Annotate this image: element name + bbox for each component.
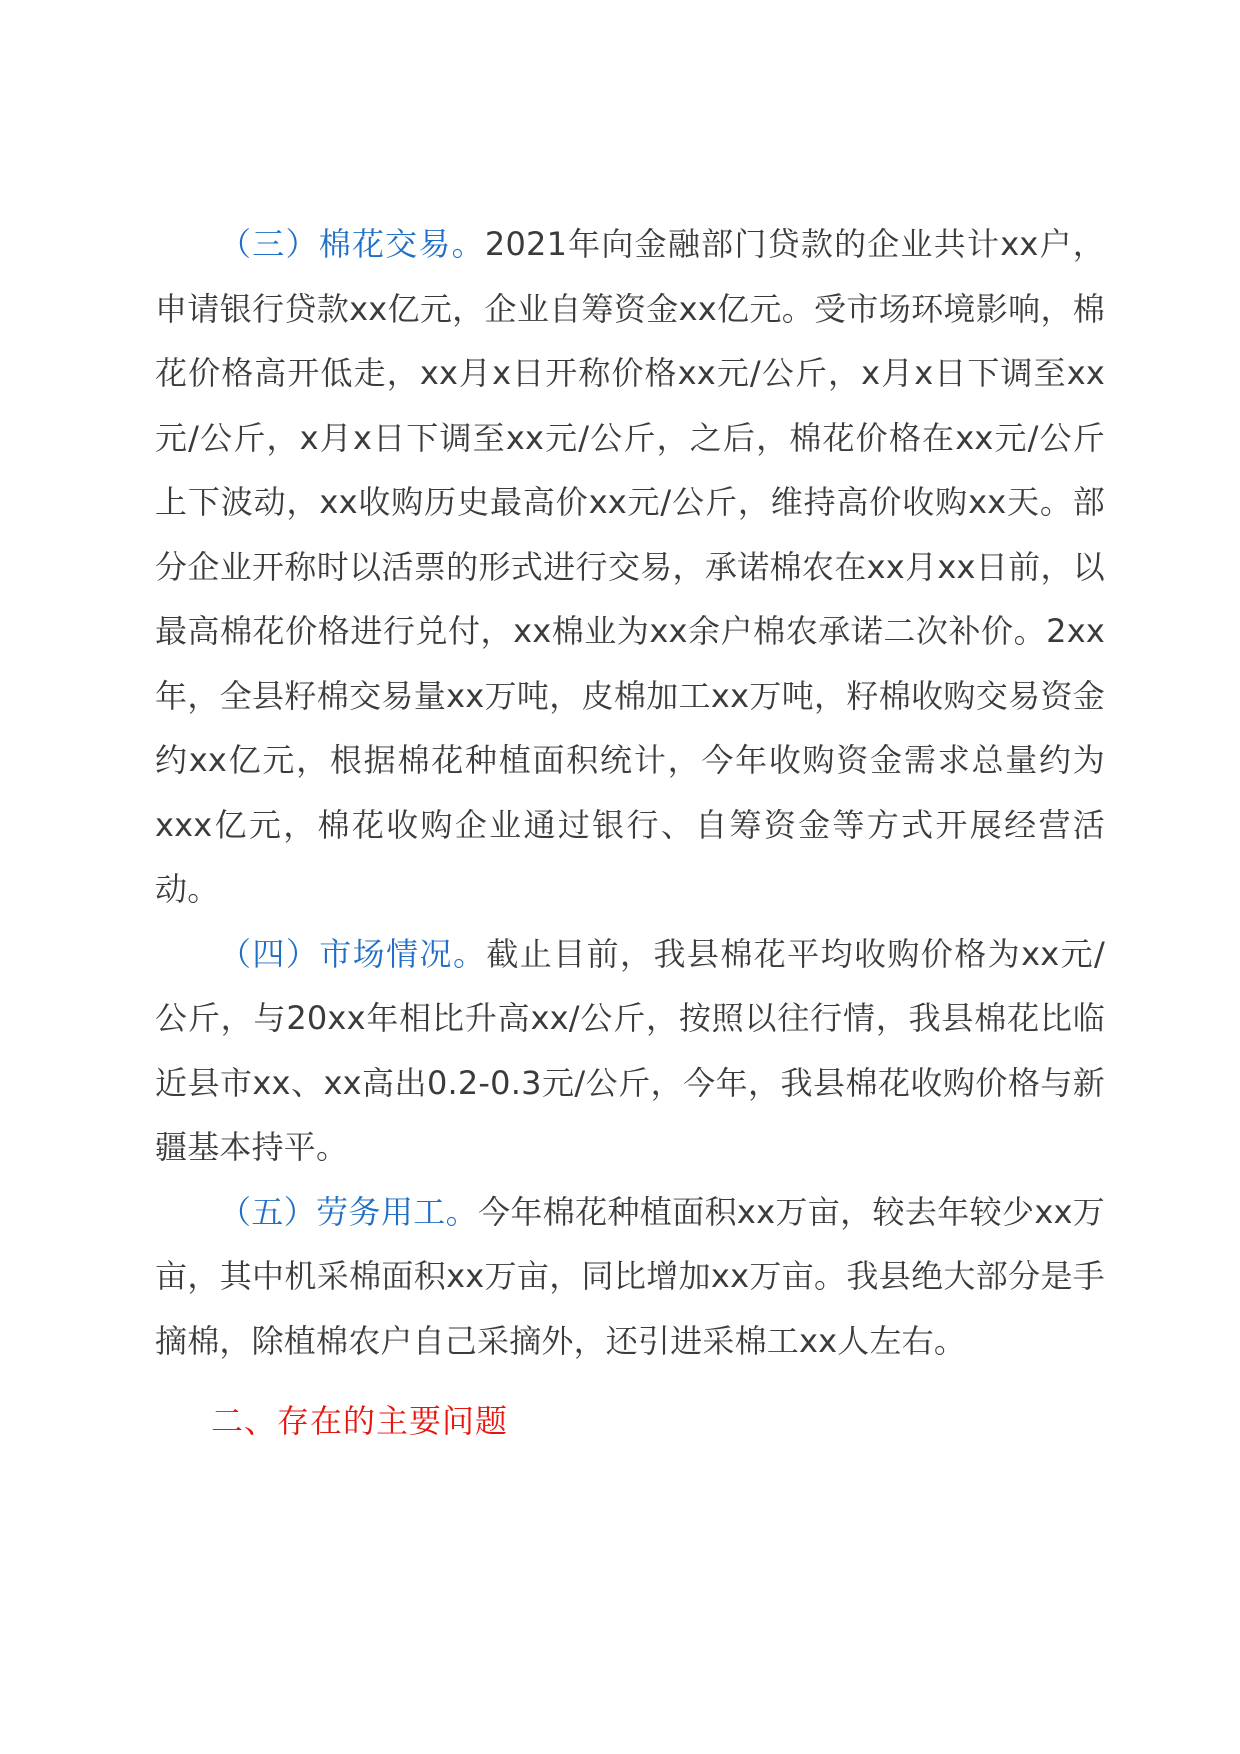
paragraph-text: 今年棉花种植面积xx万亩，较去年较少xx万亩，其中机采棉面积xx万亩，同比增加xx万亩。我县绝大部分是手摘棉，除植棉农户自己采摘外，还引进采棉工xx人左右。 (155, 1192, 1105, 1360)
paragraph-labor (155, 1180, 1105, 1374)
paragraph-lead: （三）棉花交易。 (219, 225, 485, 263)
document-body (155, 212, 1105, 1453)
paragraph-text: 截止目前，我县棉花平均收购价格为xx元/公斤，与20xx年相比升高xx/公斤，按照以往行情，我县棉花比临近县市xx、xx高出0.2-0.3元/公斤，今年，我县棉花收购价格与新疆基本持平。 (155, 934, 1105, 1166)
paragraph-cotton-trade (155, 212, 1105, 922)
paragraph-text: 2021年向金融部门贷款的企业共计xx户，申请银行贷款xx亿元，企业自筹资金xx亿元。受市场环境影响，棉花价格高开低走，xx月x日开称价格xx元/公斤，x月x日下调至xx元/公斤，x月x日下调至xx元/公斤，之后，棉花价格在xx元/公斤上下波动，xx收购历史最高价xx元/公斤，维持高价收购xx天。部分企业开称时以活票的形式进行交易，承诺棉农在xx月xx日前，以最高棉花价格进行兑付，xx棉业为xx余户棉农承诺二次补价。2xx年，全县籽棉交易量xx万吨，皮棉加工xx万吨，籽棉收购交易资金约xx亿元，根据棉花种植面积统计，今年收购资金需求总量约为xxx亿元，棉花收购企业通过银行、自筹资金等方式开展经营活动。 (155, 225, 1106, 908)
paragraph-market-situation (155, 922, 1105, 1180)
paragraph-lead: （四）市场情况。 (219, 934, 487, 973)
paragraph-lead: （五）劳务用工。 (219, 1192, 478, 1231)
section-heading: 二、存在的主要问题 (211, 1402, 509, 1440)
